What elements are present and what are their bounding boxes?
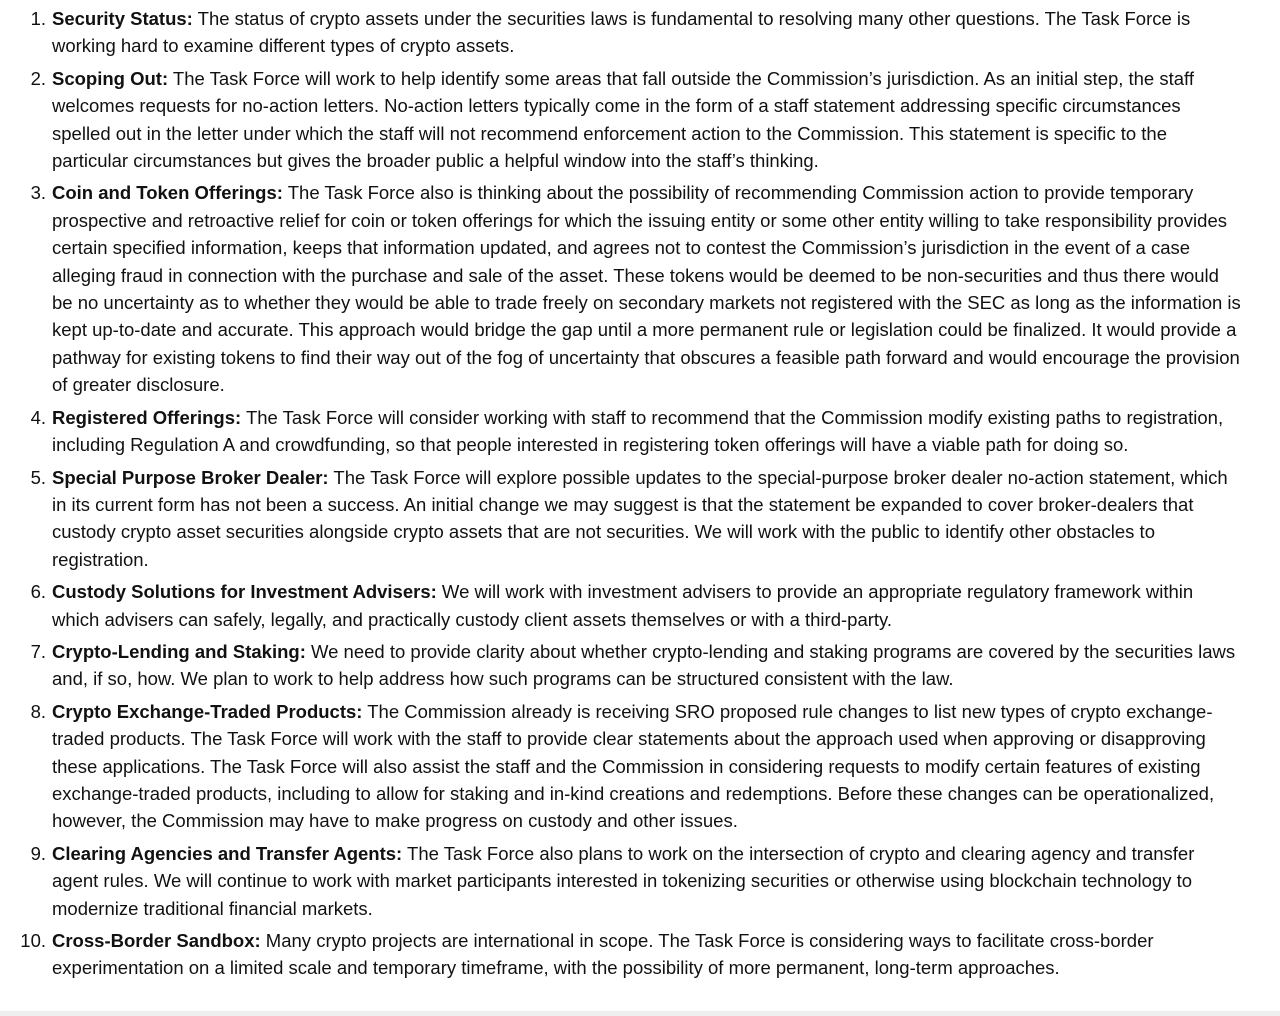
list-item <box>0 840 1242 922</box>
item-heading: Security Status: <box>52 8 193 29</box>
item-heading: Crypto Exchange-Traded Products: <box>52 700 363 722</box>
item-number: 6. <box>30 581 46 603</box>
item-number: 7. <box>30 640 46 662</box>
page-bottom-divider <box>0 1011 1280 1016</box>
item-number: 3. <box>30 182 46 204</box>
item-number: 2. <box>30 67 46 89</box>
item-text: The status of crypto assets under the securities laws is fundamental to resolving many other questions. The Task Force is working hard to examine different types of crypto assets. <box>52 8 1191 57</box>
list-item <box>0 464 1242 574</box>
item-heading: Clearing Agencies and Transfer Agents: <box>52 842 403 864</box>
item-heading: Coin and Token Offerings: <box>52 182 283 204</box>
item-text: The Task Force will consider working with staff to recommend that the Commission modify existing paths to registration, including Regulation A and crowdfunding, so that people interested in registering token offerings will have a viable path for doing so. <box>52 406 1224 456</box>
list-item <box>0 65 1242 175</box>
item-text: The Task Force will work to help identify some areas that fall outside the Commission’s jurisdiction. As an initial step, the staff welcomes requests for no-action letters. No-action letters typically come in the form of a staff statement addressing specific circumstances spelled out in the letter under which the staff will not recommend enforcement action to the Commission. This statement is specific to the particular circumstances but gives the broader public a helpful window into the staff’s thinking. <box>52 67 1194 172</box>
list-item <box>0 927 1242 982</box>
item-text: We will work with investment advisers to provide an appropriate regulatory framework within which advisers can safely, legally, and practically custody client assets themselves or with a third-party. <box>52 581 1194 630</box>
list-item <box>0 179 1242 398</box>
item-heading: Special Purpose Broker Dealer: <box>52 466 329 488</box>
item-text: The Commission already is receiving SRO proposed rule changes to list new types of crypto exchange-traded products. The Task Force will work with the staff to provide clear statements about the approach used when approving or disapproving these applications. The Task Force will also assist the staff and the Commission in considering requests to modify certain features of existing exchange-traded products, including to allow for staking and in-kind creations and redemptions. Before these changes can be operationalized, however, the Commission may have to make progress on custody and other issues. <box>52 700 1215 832</box>
item-heading: Scoping Out: <box>52 67 169 89</box>
priority-list <box>0 5 1242 982</box>
item-number: 9. <box>30 842 46 864</box>
item-heading: Crypto-Lending and Staking: <box>52 640 306 662</box>
item-number: 10. <box>20 930 46 951</box>
item-heading: Custody Solutions for Investment Advisers: <box>52 581 437 603</box>
item-text: We need to provide clarity about whether crypto-lending and staking programs are covered by the securities laws and, if so, how. We plan to work to help address how such programs can be structured consistent with the law. <box>52 640 1236 690</box>
list-item <box>0 638 1242 693</box>
list-item <box>0 578 1242 633</box>
item-heading: Registered Offerings: <box>52 406 242 428</box>
list-item <box>0 5 1242 60</box>
item-heading: Cross-Border Sandbox: <box>52 930 261 951</box>
item-number: 5. <box>30 466 46 488</box>
list-item <box>0 404 1242 459</box>
item-text: The Task Force also is thinking about the possibility of recommending Commission action to provide temporary prospective and retroactive relief for coin or token offerings for which the issuing entity or some other entity willing to take responsibility provides certain specified information, keeps that information updated, and agrees not to contest the Commission’s jurisdiction in the event of a case alleging fraud in connection with the purchase and sale of the asset. These tokens would be deemed to be non-securities and thus there would be no uncertainty as to whether they would be able to trade freely on secondary markets not registered with the SEC as long as the information is kept up-to-date and accurate. This approach would bridge the gap until a more permanent rule or legislation could be finalized. It would provide a pathway for existing tokens to find their way out of the fog of uncertainty that obscures a feasible path forward and would encourage the provision of greater disclosure. <box>52 182 1241 396</box>
item-text: The Task Force also plans to work on the intersection of crypto and clearing agency and transfer agent rules. We will continue to work with market participants interested in tokenizing securities or otherwise using blockchain technology to modernize traditional financial markets. <box>52 842 1195 919</box>
item-number: 1. <box>30 8 46 29</box>
list-item <box>0 698 1242 835</box>
item-text: The Task Force will explore possible updates to the special-purpose broker dealer no-action statement, which in its current form has not been a success. An initial change we may suggest is that the statement be expanded to cover broker-dealers that custody crypto asset securities alongside crypto assets that are not securities. We will work with the public to identify other obstacles to registration. <box>52 466 1228 570</box>
item-number: 4. <box>30 406 46 428</box>
item-text: Many crypto projects are international in scope. The Task Force is considering ways to facilitate cross-border experimentation on a limited scale and temporary timeframe, with the possibility of more permanent, long-term approaches. <box>52 930 1154 979</box>
item-number: 8. <box>30 700 46 722</box>
